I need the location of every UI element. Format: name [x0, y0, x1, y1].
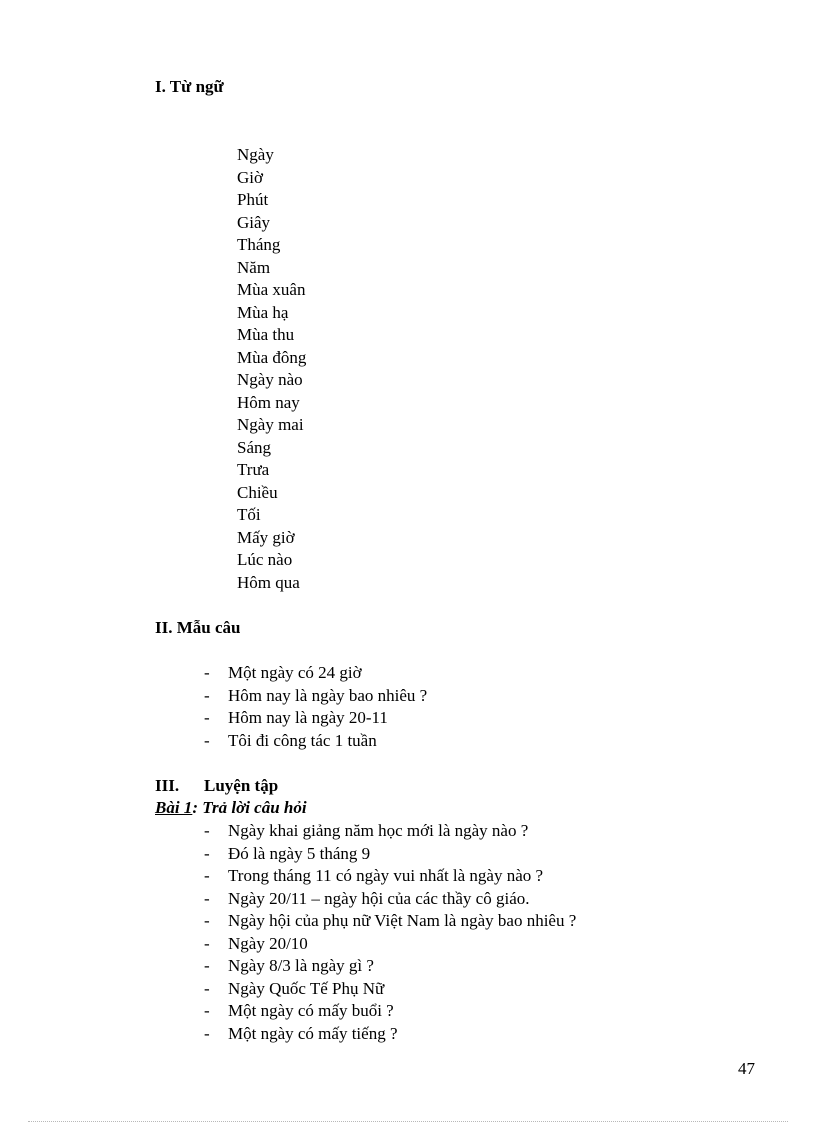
vocab-item: Sáng [237, 437, 271, 457]
page-footer-divider [28, 1121, 788, 1122]
vocab-item: Giây [237, 212, 271, 232]
list-item [204, 955, 576, 978]
list-item-text: Ngày 8/3 là ngày gì ? [228, 956, 374, 975]
vocab-item: Ngày [237, 145, 274, 164]
vocab-item: Hôm nay [237, 392, 300, 412]
bullet-dash: - [204, 1001, 210, 1020]
bullet-dash: - [204, 663, 210, 682]
list-item-text: Hôm nay là ngày 20-11 [228, 708, 388, 727]
vocab-item: Lúc nào [237, 550, 293, 569]
vocab-item: Ngày nào [237, 370, 303, 389]
exercise-label: Bài 1 [155, 798, 193, 817]
vocab-item: Tháng [237, 235, 281, 254]
list-item [204, 707, 427, 730]
section-number-practice: III. [155, 776, 180, 795]
vocab-item: Tối [237, 505, 261, 524]
vocab-item: Ngày mai [237, 415, 304, 434]
sentence-pattern-list [204, 662, 427, 752]
list-item-text: Đó là ngày 5 tháng 9 [228, 843, 371, 863]
vocab-item: Giờ [237, 167, 263, 187]
list-item-text: Một ngày có mấy buổi ? [228, 1001, 394, 1020]
vocab-item: Mấy giờ [237, 527, 295, 547]
list-item [204, 662, 427, 685]
bullet-dash: - [204, 888, 210, 908]
exercise-title [155, 797, 307, 819]
section-heading-sentence-patterns: II. Mẫu câu [155, 618, 241, 637]
bullet-dash: - [204, 978, 210, 998]
list-item-text: Ngày 20/10 [228, 933, 308, 953]
list-item-text: Trong tháng 11 có ngày vui nhất là ngày nào ? [228, 866, 544, 885]
list-item [204, 820, 576, 843]
bullet-dash: - [204, 866, 210, 885]
section-heading-vocabulary: I. Từ ngữ [155, 77, 224, 96]
bullet-dash: - [204, 730, 210, 750]
list-item-text: Tôi đi công tác 1 tuần [228, 730, 377, 750]
bullet-dash: - [204, 821, 210, 840]
vocab-item: Trưa [237, 460, 270, 479]
section-heading-practice: Luyện tập [204, 776, 279, 795]
list-item-text: Ngày hội của phụ nữ Việt Nam là ngày bao nhiêu ? [228, 911, 577, 930]
vocab-item: Mùa xuân [237, 280, 306, 299]
vocab-item: Năm [237, 257, 271, 277]
list-item-text: Ngày khai giảng năm học mới là ngày nào ? [228, 821, 529, 840]
vocab-item: Phút [237, 190, 269, 209]
bullet-dash: - [204, 956, 210, 975]
vocab-item: Mùa hạ [237, 302, 289, 322]
list-item [204, 978, 576, 1001]
vocab-item: Hôm qua [237, 572, 300, 592]
exercise-title-text: : Trả lời câu hỏi [192, 798, 307, 817]
list-item [204, 843, 576, 866]
bullet-dash: - [204, 843, 210, 863]
bullet-dash: - [204, 911, 210, 930]
vocabulary-list [237, 144, 306, 594]
vocab-item: Mùa đông [237, 347, 307, 367]
bullet-dash: - [204, 933, 210, 953]
list-item-text: Một ngày có 24 giờ [228, 663, 362, 682]
list-item [204, 1023, 576, 1046]
list-item [204, 1000, 576, 1023]
list-item [204, 685, 427, 708]
list-item [204, 910, 576, 933]
list-item-text: Ngày 20/11 – ngày hội của các thầy cô giáo. [228, 888, 530, 908]
exercise-question-list [204, 820, 576, 1045]
vocab-item: Mùa thu [237, 325, 295, 344]
bullet-dash: - [204, 1023, 210, 1043]
page-number: 47 [738, 1059, 755, 1078]
list-item-text: Một ngày có mấy tiếng ? [228, 1023, 398, 1043]
list-item [204, 933, 576, 956]
list-item [204, 865, 576, 888]
list-item-text: Hôm nay là ngày bao nhiêu ? [228, 685, 428, 705]
list-item [204, 730, 427, 753]
bullet-dash: - [204, 685, 210, 705]
vocab-item: Chiều [237, 482, 278, 502]
list-item-text: Ngày Quốc Tế Phụ Nữ [228, 978, 385, 998]
bullet-dash: - [204, 708, 210, 727]
list-item [204, 888, 576, 911]
